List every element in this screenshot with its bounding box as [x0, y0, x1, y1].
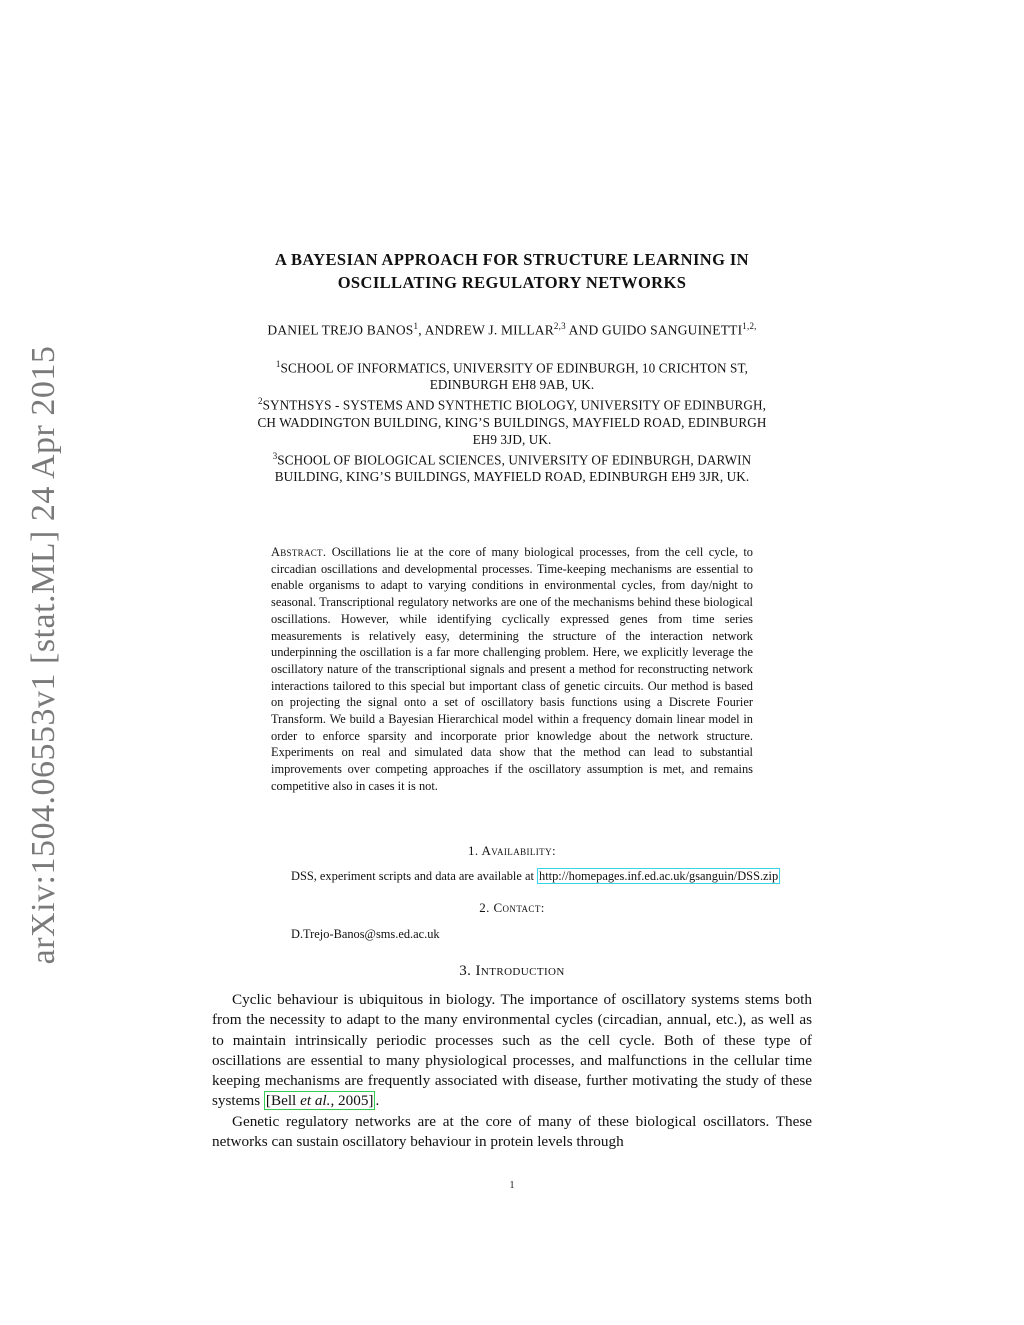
author-name: DANIEL TREJO BANOS [267, 322, 414, 338]
citation-etal: et al. [300, 1092, 331, 1110]
paragraph [212, 990, 812, 1112]
affiliation-line: SCHOOL OF INFORMATICS, UNIVERSITY OF EDINBURGH, 10 CRICHTON ST, [280, 360, 749, 376]
availability-line [291, 869, 780, 884]
citation-year: , 2005 [330, 1092, 369, 1110]
availability-heading: 1. Availability: [467, 843, 556, 858]
affiliation-mark: 3 [272, 450, 278, 461]
affiliation-1 [200, 356, 824, 393]
author-list [162, 321, 862, 339]
author-name: AND GUIDO SANGUINETTI [565, 322, 743, 338]
title-line-1: A BAYESIAN APPROACH FOR STRUCTURE LEARNING IN [275, 250, 749, 269]
affiliation-mark: 1 [275, 359, 281, 369]
paragraph-end: . [375, 1092, 380, 1110]
availability-text: DSS, experiment scripts and data are available at [291, 869, 538, 883]
paragraph-text: Cyclic behaviour is ubiquitous in biology. The importance of oscillatory systems stems both from the necessity to adapt to the many environmental cycles (circadian, annual, etc.), as well as to maintain intrinsically periodic processes such as the cell cycle. Both of these type of oscillations are essential to many physiological processes, and malfunctions in the cellular time keeping mechanisms are frequently associated with disease, further motivating the study of these systems [212, 991, 812, 1110]
introduction-heading: 3. Introduction [459, 963, 565, 979]
affiliation-line: EDINBURGH EH8 9AB, UK. [429, 377, 595, 393]
affiliation-3 [200, 448, 824, 485]
abstract-label: Abstract. [271, 545, 327, 559]
introduction-body [212, 990, 812, 1152]
abstract [271, 544, 753, 795]
contact-heading: 2. Contact: [479, 900, 545, 915]
affiliation-2 [200, 393, 824, 447]
contact-email: D.Trejo-Banos@sms.ed.ac.uk [291, 927, 440, 941]
author-name: , ANDREW J. MILLAR [418, 322, 554, 338]
abstract-text: Oscillations lie at the core of many biological processes, from the cell cycle, to circadian oscillations and developmental processes. Time-keeping mechanisms are essential to enable organisms to adapt to varying conditions in environmental cycles, from day/night to seasonal. Transcriptional regulatory networks are one of the mechanisms behind these biological oscillations. However, while identifying cyclically expressed genes from time series measurements is relatively easy, determining the structure of the interaction network underpinning the oscillation is a far more challenging problem. Here, we explicitly leverage the oscillatory nature of the transcriptional signals and present a method for reconstructing network interactions tailored to this special but important class of genetic circuits. Our method is based on projecting the signal onto a set of oscillatory basis functions using a Discrete Fourier Transform. We build a Bayesian Hierarchical model within a frequency domain linear model in order to enforce sparsity and incorporate prior knowledge about the network structure. Experiments on real and simulated data show that the method can lead to substantial improvements over competing approaches if the oscillatory assumption is met, and remains competitive also in cases it is not. [271, 545, 753, 793]
citation-author: Bell [270, 1092, 301, 1110]
title-line-2: OSCILLATING REGULATORY NETWORKS [337, 273, 687, 292]
author-affiliation-mark: 1 [413, 321, 419, 331]
paragraph: Genetic regulatory networks are at the core of many of these biological oscillators. These networks can sustain oscillatory behaviour in protein levels through [212, 1112, 812, 1151]
affiliation-line: SYNTHSYS - SYSTEMS AND SYNTHETIC BIOLOGY, UNIVERSITY OF EDINBURGH, [262, 397, 766, 413]
affiliation-line: EH9 3JD, UK. [472, 431, 552, 447]
download-link[interactable]: http://homepages.inf.ed.ac.uk/gsanguin/DSS.zip [539, 869, 779, 883]
page-number: 1 [509, 1180, 515, 1191]
author-affiliation-mark: 2,3 [553, 321, 566, 331]
author-affiliation-mark: 1,2, [742, 321, 757, 331]
affiliation-line: BUILDING, KING’S BUILDINGS, MAYFIELD ROAD, EDINBURGH EH9 3JR, UK. [274, 469, 750, 485]
paper-title [212, 248, 812, 294]
affiliation-line: CH WADDINGTON BUILDING, KING’S BUILDINGS, MAYFIELD ROAD, EDINBURGH [257, 414, 767, 430]
arxiv-identifier-stamp: arXiv:1504.06553v1 [stat.ML] 24 Apr 2015 [25, 345, 62, 965]
affiliation-mark: 2 [258, 396, 263, 407]
affiliation-block [200, 356, 824, 485]
citation-link[interactable]: [Bell et al., 2005] [265, 1092, 374, 1110]
affiliation-line: SCHOOL OF BIOLOGICAL SCIENCES, UNIVERSITY OF EDINBURGH, DARWIN [277, 452, 752, 468]
